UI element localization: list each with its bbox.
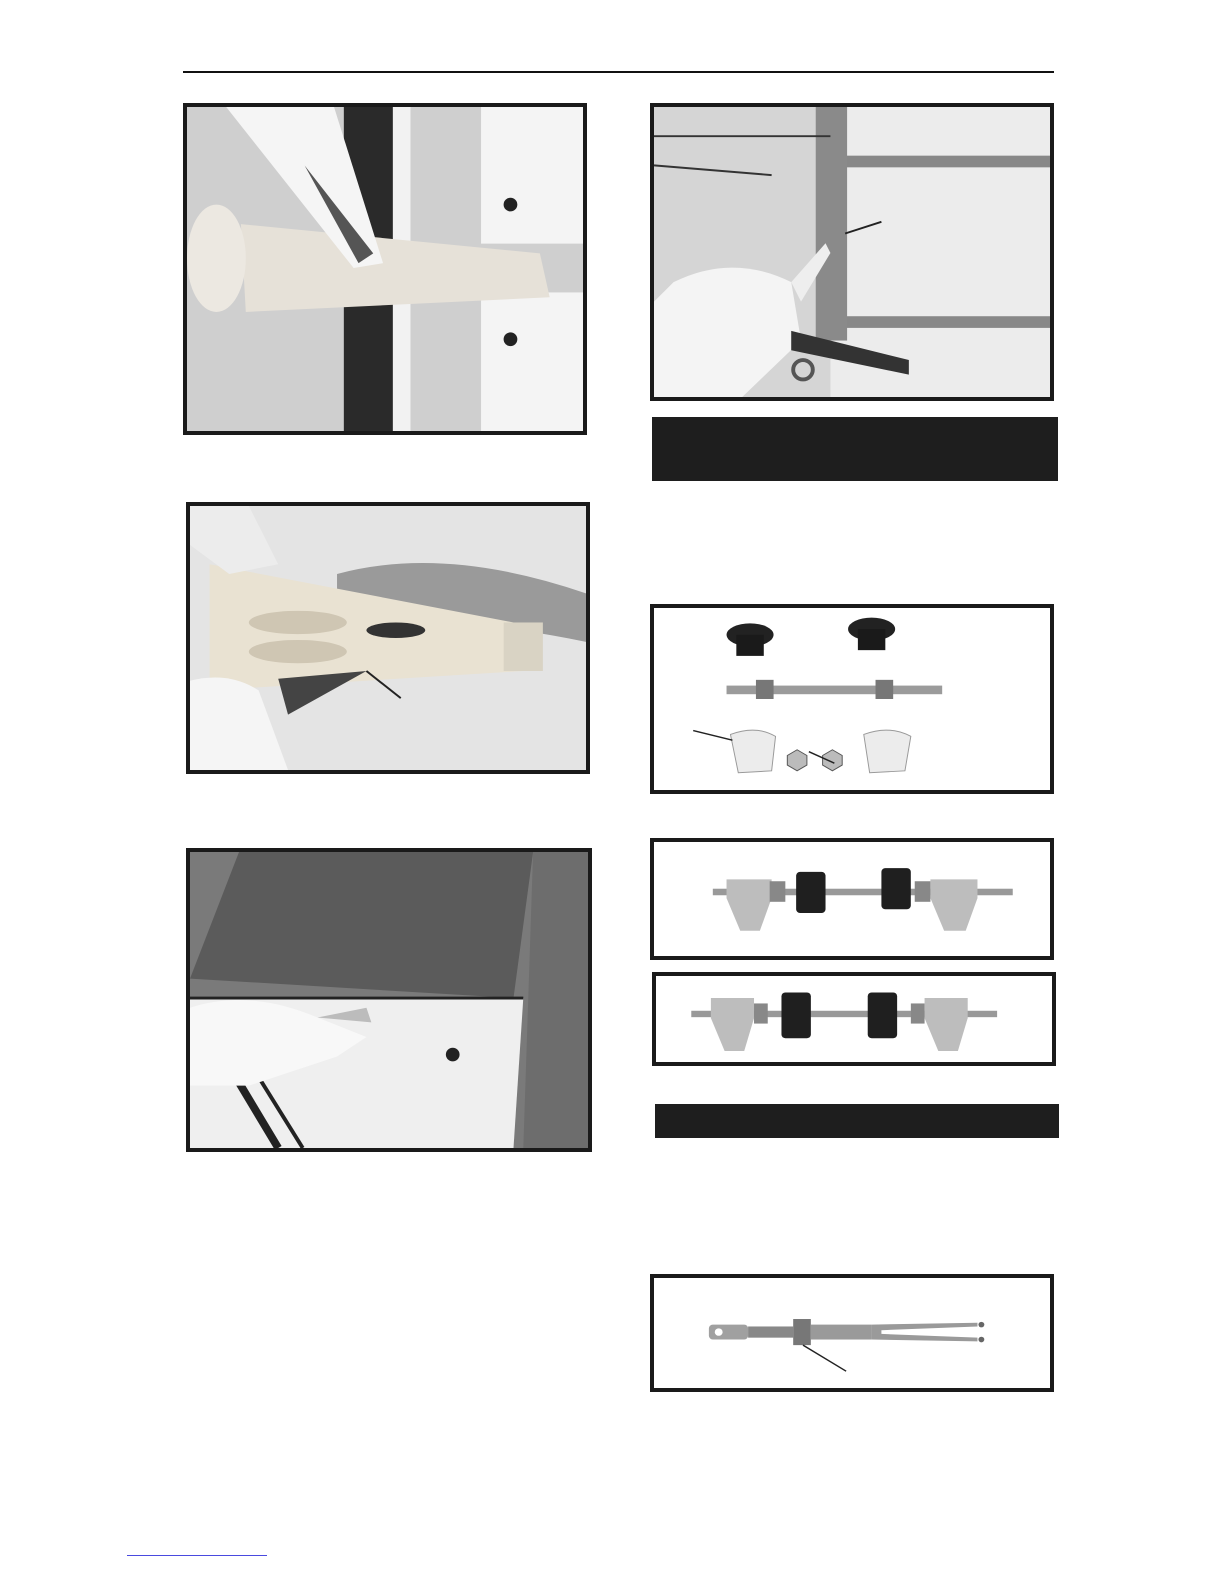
header-rule [183,71,1054,73]
footer-link[interactable] [127,1555,267,1556]
photo-clevis [650,1274,1054,1392]
photo-glue-landing-gear [650,103,1054,401]
photo-glue-stabilizer [183,103,587,435]
photo-hardware-parts [650,604,1054,794]
section-bar-1 [652,417,1058,481]
section-bar-2 [655,1104,1059,1138]
photo-assembly-b [652,972,1056,1066]
photo-glue-fin-fillet [186,848,592,1152]
photo-glue-fin-underside [186,502,590,774]
photo-assembly-a [650,838,1054,960]
